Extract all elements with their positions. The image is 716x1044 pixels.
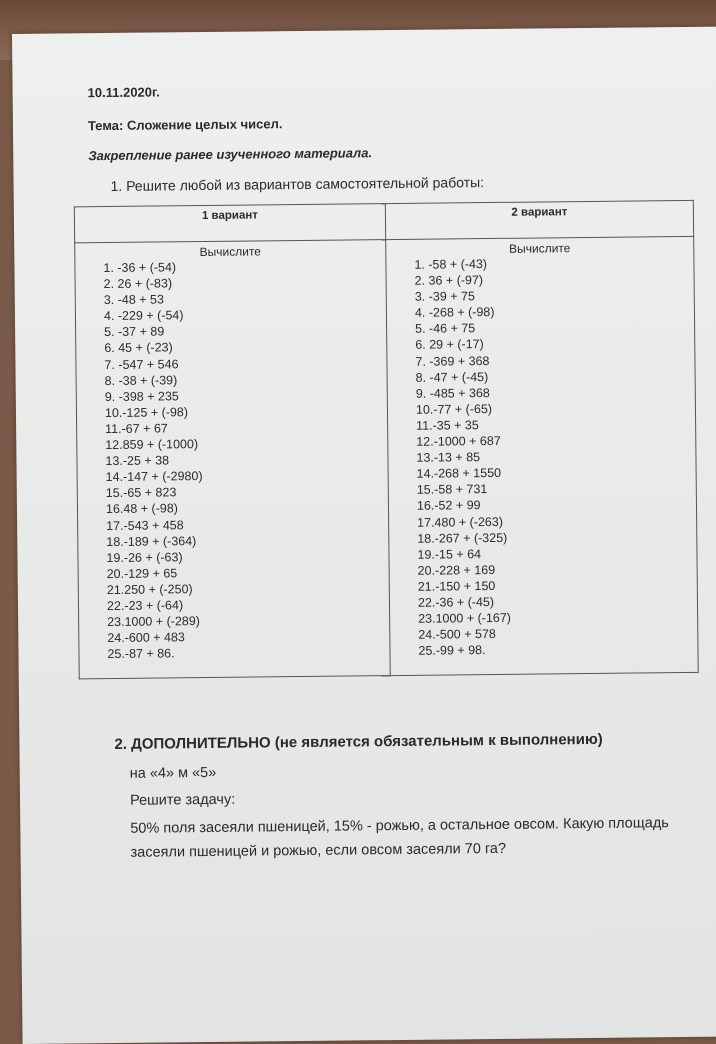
exercise-item: 11.-35 + 35 xyxy=(416,418,479,433)
exercise-item: 23.1000 + (-289) xyxy=(107,614,201,630)
exercise-item: 25.-99 + 98. xyxy=(418,643,486,659)
task2-instruction: Решите задачу: xyxy=(129,791,236,809)
exercise-item: 10.-125 + (-98) xyxy=(104,405,189,420)
worksheet-date: 10.11.2020г. xyxy=(87,84,160,101)
exercise-item: 2. 26 + (-83) xyxy=(103,276,173,292)
worksheet-paper xyxy=(12,27,716,1044)
exercise-item: 25.-87 + 86. xyxy=(107,646,175,662)
variant2-instruction: Вычислите xyxy=(509,241,571,256)
variant1-exercise-list xyxy=(75,257,389,663)
exercise-item: 24.-600 + 483 xyxy=(107,630,185,646)
exercise-item: 8. -47 + (-45) xyxy=(415,369,489,385)
variant1-title: 1 вариант xyxy=(74,204,385,243)
exercise-item: 8. -38 + (-39) xyxy=(104,372,178,388)
exercise-item: 3. -39 + 75 xyxy=(414,289,475,304)
exercise-item: 15.-65 + 823 xyxy=(105,485,177,501)
exercise-item: 13.-25 + 38 xyxy=(105,453,170,469)
exercise-item: 18.-189 + (-364) xyxy=(106,533,197,549)
exercise-item: 23.1000 + (-167) xyxy=(418,610,511,626)
exercise-item: 4. -268 + (-98) xyxy=(414,305,495,321)
exercise-item: 4. -229 + (-54) xyxy=(103,308,184,324)
exercise-item: 24.-500 + 578 xyxy=(418,627,496,642)
variants-table xyxy=(74,200,699,679)
exercise-item: 1. -36 + (-54) xyxy=(103,260,177,276)
exercise-item: 12.859 + (-1000) xyxy=(105,437,199,453)
exercise-item: 5. -46 + 75 xyxy=(415,321,476,337)
exercise-item: 15.-58 + 731 xyxy=(416,482,488,498)
exercise-item: 1. -58 + (-43) xyxy=(414,257,488,272)
exercise-item: 20.-228 + 169 xyxy=(417,562,496,578)
exercise-item: 18.-267 + (-325) xyxy=(417,530,508,546)
exercise-item: 12.-1000 + 687 xyxy=(416,433,501,449)
variant2-exercise-list xyxy=(386,254,697,660)
exercise-item: 17.-543 + 458 xyxy=(106,517,184,533)
exercise-item: 9. -398 + 235 xyxy=(104,389,179,404)
exercise-item: 6. 45 + (-23) xyxy=(104,340,173,356)
task2-problem-text: 50% поля засеяли пшеницей, 15% - рожью, а остальное овсом. Какую площадь засеяли пшеницей и рожью, если овсом засеяли 70 га? xyxy=(130,815,669,861)
exercise-item: 22.-23 + (-64) xyxy=(106,598,184,614)
exercise-item: 19.-15 + 64 xyxy=(417,546,482,562)
worksheet-topic: Тема: Сложение целых чисел. xyxy=(87,116,283,134)
variant1-cell xyxy=(75,240,391,679)
exercise-item: 11.-67 + 67 xyxy=(105,421,168,436)
exercise-item: 7. -547 + 546 xyxy=(104,356,179,372)
exercise-item: 20.-129 + 65 xyxy=(106,566,178,581)
task2-grade-note: на «4» м «5» xyxy=(129,764,217,782)
variant1-instruction: Вычислите xyxy=(199,244,262,260)
exercise-item: 14.-268 + 1550 xyxy=(416,466,502,482)
task1-heading: 1. Решите любой из вариантов самостоятельной работы: xyxy=(110,174,485,194)
exercise-item: 5. -37 + 89 xyxy=(104,324,165,340)
variant2-title: 2 вариант xyxy=(385,200,693,239)
exercise-item: 17.480 + (-263) xyxy=(417,514,504,530)
exercise-item: 3. -48 + 53 xyxy=(103,292,164,308)
exercise-item: 13.-13 + 85 xyxy=(416,450,481,465)
exercise-item: 9. -485 + 368 xyxy=(415,385,490,401)
exercise-item: 16.-52 + 99 xyxy=(416,498,481,514)
variant2-cell xyxy=(386,236,699,675)
exercise-item: 22.-36 + (-45) xyxy=(417,594,495,610)
exercise-item: 10.-77 + (-65) xyxy=(415,401,493,417)
exercise-item: 21.250 + (-250) xyxy=(106,582,193,597)
exercise-item: 2. 36 + (-97) xyxy=(414,273,484,288)
exercise-item: 19.-26 + (-63) xyxy=(106,549,183,565)
exercise-item: 6. 29 + (-17) xyxy=(415,337,484,353)
worksheet-subtitle: Закрепление ранее изученного материала. xyxy=(88,145,373,164)
task2-heading: 2. ДОПОЛНИТЕЛЬНО (не является обязательным к выполнению) xyxy=(114,730,603,753)
exercise-item: 21.-150 + 150 xyxy=(417,578,496,594)
exercise-item: 14.-147 + (-2980) xyxy=(105,469,203,485)
exercise-item: 16.48 + (-98) xyxy=(105,501,178,517)
exercise-item: 7. -369 + 368 xyxy=(415,353,490,369)
